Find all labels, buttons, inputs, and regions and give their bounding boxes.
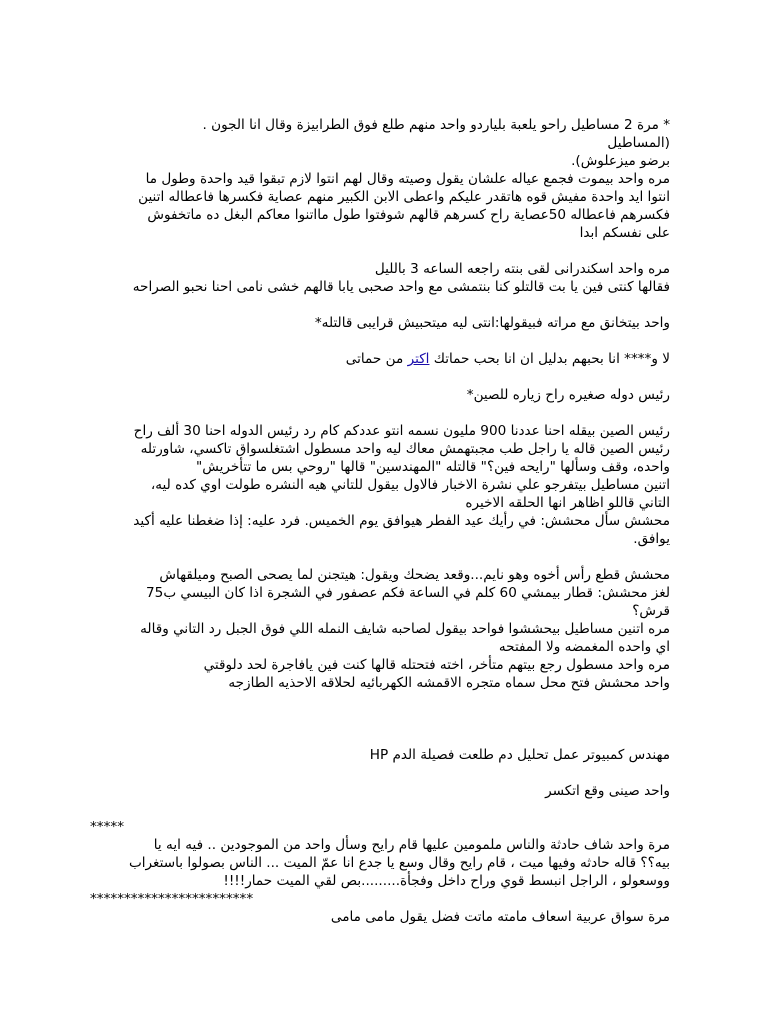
spacer <box>90 764 670 782</box>
hyperlink[interactable]: اكتر <box>407 351 430 367</box>
spacer <box>90 332 670 350</box>
spacer <box>90 800 670 818</box>
text-line: فكسرهم فاعطاله 50عصاية راح كسرهم قالهم شوفتوا طول مااتنوا معاكم البغل ده ماتخفوش <box>147 207 670 223</box>
text-line: مهندس كمبيوتر عمل تحليل دم طلعت فصيلة الدم HP <box>369 747 670 763</box>
text-line: ***** <box>90 819 124 835</box>
text-line: انتوا ايد واحدة مفيش قوه هاتقدر عليكم واعطى الابن الكبير منهم عصاية فكسرها فاعطاله اتنين <box>138 189 670 205</box>
text-line: يوافق. <box>633 531 670 547</box>
text-line: ************************ <box>90 891 254 907</box>
text-line: قرش؟ <box>632 603 670 619</box>
text-line: رئيس دوله صغيره راح زياره للصين* <box>466 387 670 403</box>
spacer <box>90 692 670 746</box>
text-line: مره واحد بيموت فجمع عياله علشان يقول وصيته وقال لهم انتوا لازم تبقوا قيد واحدة وطول ما <box>145 171 670 187</box>
text-line: محشش سأل محشش: في رأيك عيد الفطر هيوافق يوم الخميس. فرد عليه: إذا ضغطنا عليه أكيد <box>133 513 670 529</box>
text-line: واحد بيتخانق مع مراته فبيقولها:انتى ليه ميتحبيش قرايبى قالتله* <box>314 315 670 331</box>
spacer <box>90 548 670 566</box>
text-line: فقالها كنتى فين يا بت قالتلو كنا بنتمشى مع واحد صحبى يابا قالهم خشى نامى احنا نحبو الصراحه <box>132 279 670 295</box>
text-line: رئيس الصين قاله يا راجل طب مجبتهمش معاك ليه واحد مسطول اشتغلسواق تاكسي، شاورتله <box>140 441 670 457</box>
text-span: من حماتى <box>345 351 408 367</box>
text-line: واحد صينى وقع اتكسر <box>545 783 670 799</box>
text-line <box>90 350 670 368</box>
text-line: واحده، وقف وسألها "رايحه فين؟" قالتله "المهندسين" قالها "روحي بس ما تتأخريش" <box>196 459 670 475</box>
spacer <box>90 242 670 260</box>
spacer <box>90 296 670 314</box>
document-body <box>90 116 670 926</box>
text-line: على نفسكم ابدا <box>579 225 670 241</box>
text-line: بيه؟؟ قاله حادثه وفيها ميت ، قام رايح وقال وسع يا جدع انا عمّ الميت ... الناس بصولوا باستغراب <box>128 855 670 871</box>
text-line: مره واحد اسكندرانى لقى بنته راجعه الساعه 3 بالليل <box>374 261 670 277</box>
text-line: برضو ميزعلوش). <box>571 153 670 169</box>
text-line: مره واحد مسطول رجع بيتهم متأخر، اخته فتحتله قالها كنت فين يافاجرة لحد دلوقتي <box>203 657 670 673</box>
text-line: واحد محشش فتح محل سماه متجره الاقمشه الكهربائيه لحلاقه الاحذيه الطازجه <box>228 675 670 691</box>
text-line: رئيس الصين بيقله احنا عددنا 900 مليون نسمه انتو عددكم كام رد رئيس الدوله احنا 30 ألف راح <box>133 423 670 439</box>
text-line: مرة سواق عربية اسعاف مامته ماتت فضل يقول مامى مامى <box>330 909 670 925</box>
text-line: (المساطيل <box>607 135 670 151</box>
text-line: مرة واحد شاف حادثة والناس ملمومين عليها قام رايح وسأل واحد من الموجودين .. فيه ايه يا <box>153 837 670 853</box>
spacer <box>90 368 670 386</box>
text-span: لا و**** انا بحبهم بدليل ان انا بحب حماتك <box>429 351 670 367</box>
text-line: اتنين مساطيل بيتفرجو علي نشرة الاخبار فالاول بيقول للتاني هيه النشره طولت اوي كده ليه، <box>150 477 670 493</box>
text-line: اي واحده المغمضه ولا المفتحه <box>498 639 670 655</box>
text-line: محشش قطع رأس أخوه وهو نايم...وقعد يضحك ويقول: هيتجنن لما يصحى الصبح وميلقهاش <box>159 567 670 583</box>
text-line: * مرة 2 مساطيل راحو يلعبة بلياردو واحد منهم طلع فوق الطرابيزة وقال انا الجون . <box>202 117 670 133</box>
text-line: لغز محشش: قطار بيمشي 60 كلم في الساعة فكم عصفور في الشجرة اذا كان البيسي ب75 <box>146 585 670 601</box>
spacer <box>90 404 670 422</box>
text-line: مره اتنين مساطيل بيحششوا فواحد بيقول لصاحبه شايف النمله اللي فوق الجبل رد التاني وقاله <box>140 621 670 637</box>
text-line: ووسعولو ، الراجل انبسط قوي وراح داخل وفجأة.........بص لقي الميت حمار!!!! <box>223 873 670 889</box>
text-line: التاني قاللو اظاهر انها الحلقه الاخيره <box>465 495 670 511</box>
